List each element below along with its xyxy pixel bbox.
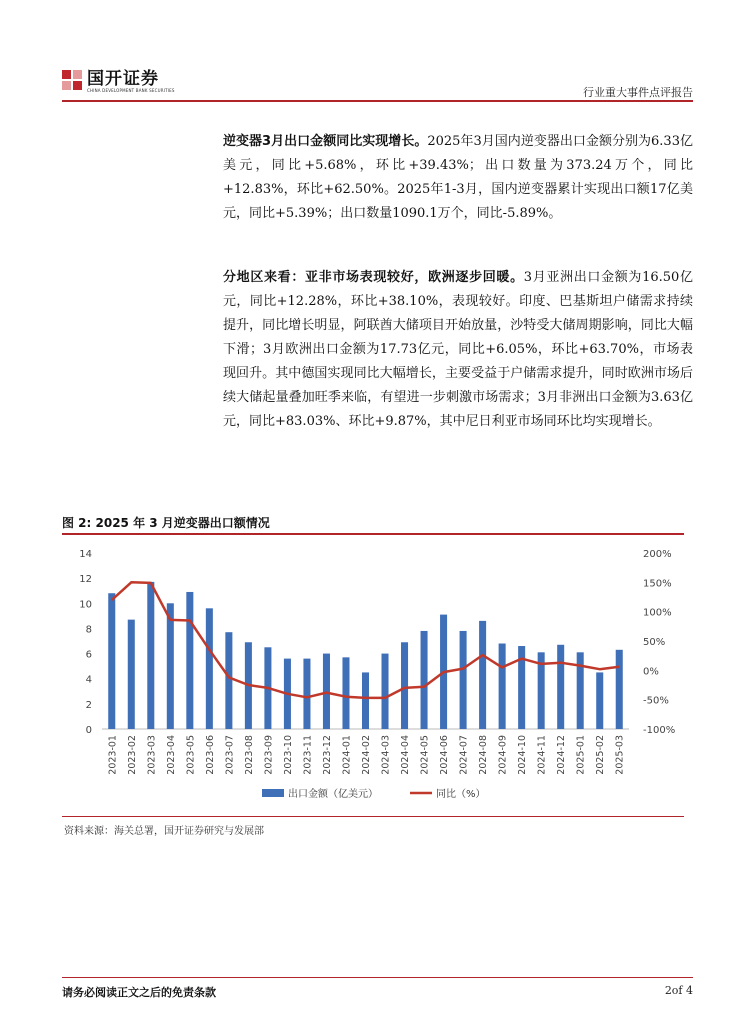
x-tick-label: 2024-01 (341, 735, 353, 775)
paragraph-regions (223, 266, 693, 434)
x-tick-label: 2025-03 (614, 735, 626, 775)
x-tick-label: 2023-11 (302, 735, 314, 775)
legend-line-label: 同比（%） (436, 789, 486, 800)
x-tick-label: 2023-09 (263, 735, 275, 775)
x-tick-label: 2024-04 (400, 735, 412, 775)
brand-name: 国开证券 (87, 69, 159, 89)
right-axis-tick: -100% (643, 725, 676, 736)
left-axis-tick: 10 (79, 599, 92, 611)
x-tick-label: 2023-04 (165, 735, 177, 775)
header-divider (62, 100, 693, 102)
right-axis-tick: 50% (643, 637, 666, 648)
x-tick-label: 2023-05 (185, 735, 197, 775)
right-axis-tick: 150% (643, 578, 672, 590)
bar-2025-02 (596, 672, 603, 729)
x-tick-label: 2023-02 (126, 735, 138, 775)
x-tick-label: 2024-12 (556, 735, 568, 775)
x-tick-label: 2024-11 (536, 735, 548, 775)
bar-2023-01 (108, 593, 115, 729)
x-tick-label: 2025-02 (595, 735, 607, 775)
right-axis-tick: 200% (643, 549, 672, 560)
bar-2024-02 (362, 672, 369, 729)
bar-2023-06 (206, 608, 213, 729)
x-tick-label: 2024-05 (419, 735, 431, 775)
bar-2024-04 (401, 642, 408, 729)
paragraph-lead: 逆变器3月出口金额同比实现增长。 (223, 134, 428, 149)
left-axis-tick: 12 (79, 574, 92, 586)
x-tick-label: 2024-10 (517, 735, 529, 775)
bar-2023-04 (167, 603, 174, 729)
export-chart (62, 535, 684, 816)
x-tick-label: 2024-07 (458, 735, 470, 775)
figure-source: 资料来源：海关总署，国开证券研究与发展部 (64, 826, 264, 837)
legend-bar-swatch (262, 789, 284, 797)
right-axis-tick: -50% (643, 695, 669, 707)
x-tick-label: 2024-08 (478, 735, 490, 775)
logo-mark-icon (62, 70, 82, 90)
bar-2023-05 (186, 592, 193, 729)
footer-divider (62, 977, 693, 978)
bar-2025-01 (577, 652, 584, 729)
paragraph-body: 3月亚洲出口金额为16.50亿元，同比+12.28%，环比+38.10%，表现较好。印度、巴基斯坦户储需求持续提升，同比增长明显，阿联酋大储项目开始放量，沙特受大储周期影响，同比大幅下滑；3月欧洲出口金额为17.73亿元，同比+6.05%，环比+63.70%，市场表现回升。其中德国实现同比大幅增长，主要受益于户储需求提升，同时欧洲市场后续大储起量叠加旺季来临，有望进一步刺激市场需求；3月非洲出口金额为3.63亿元，同比+83.03%、环比+9.87%，其中尼日利亚市场同环比均实现增长。 (223, 270, 693, 429)
paragraph-body: 2025年3月国内逆变器出口金额分别为6.33亿美元，同比+5.68%，环比+39.43%；出口数量为373.24万个，同比+12.83%，环比+62.50%。2025年1-3月，国内逆变器累计实现出口额17亿美元，同比+5.39%；出口数量1090.1万个，同比-5.89%。 (223, 134, 693, 221)
bar-2023-03 (147, 582, 154, 729)
footer-disclaimer: 请务必阅读正文之后的免责条款 (62, 986, 216, 999)
bar-2024-05 (421, 631, 428, 729)
x-tick-label: 2023-06 (204, 735, 216, 775)
x-tick-label: 2023-07 (224, 735, 236, 775)
x-tick-label: 2024-02 (361, 735, 372, 775)
report-type: 行业重大事件点评报告 (583, 86, 693, 99)
x-tick-label: 2023-12 (321, 735, 333, 775)
right-axis-tick: 0% (643, 666, 659, 678)
x-tick-label: 2023-08 (243, 735, 255, 775)
paragraph-lead: 分地区来看：亚非市场表现较好，欧洲逐步回暖。 (223, 270, 524, 285)
left-axis-tick: 8 (85, 624, 92, 636)
x-tick-label: 2023-03 (146, 735, 158, 775)
brand-tagline: CHINA DEVELOPMENT BANK SECURITIES (87, 88, 175, 93)
company-logo (62, 70, 175, 93)
x-tick-label: 2025-01 (575, 735, 587, 775)
left-axis-tick: 14 (79, 549, 92, 560)
bar-2024-07 (460, 631, 467, 729)
bar-2024-03 (382, 654, 389, 729)
figure-bottom-rule (62, 816, 684, 817)
bar-2025-03 (616, 650, 623, 729)
x-tick-label: 2024-03 (380, 735, 392, 775)
x-tick-label: 2023-10 (282, 735, 294, 775)
paragraph-export-amount (223, 130, 693, 226)
left-axis-tick: 0 (85, 725, 92, 736)
bar-2024-08 (479, 621, 486, 729)
figure-title: 图 2: 2025 年 3 月逆变器出口额情况 (62, 516, 270, 530)
right-axis-tick: 100% (643, 607, 672, 619)
x-tick-label: 2024-06 (439, 735, 451, 775)
left-axis-tick: 4 (85, 674, 92, 686)
bar-2024-01 (342, 657, 349, 729)
left-axis-tick: 6 (85, 649, 92, 661)
left-axis-tick: 2 (85, 699, 92, 711)
x-tick-label: 2023-01 (107, 735, 119, 775)
bar-2024-09 (499, 644, 506, 729)
bar-2024-12 (557, 645, 564, 729)
bar-2023-02 (128, 620, 135, 729)
bar-2023-12 (323, 654, 330, 729)
x-tick-label: 2024-09 (497, 735, 509, 775)
page-number: 2of 4 (664, 984, 693, 997)
legend-bar-label: 出口金额（亿美元） (288, 789, 378, 800)
bar-2023-11 (303, 659, 310, 729)
bar-2023-07 (225, 632, 232, 729)
